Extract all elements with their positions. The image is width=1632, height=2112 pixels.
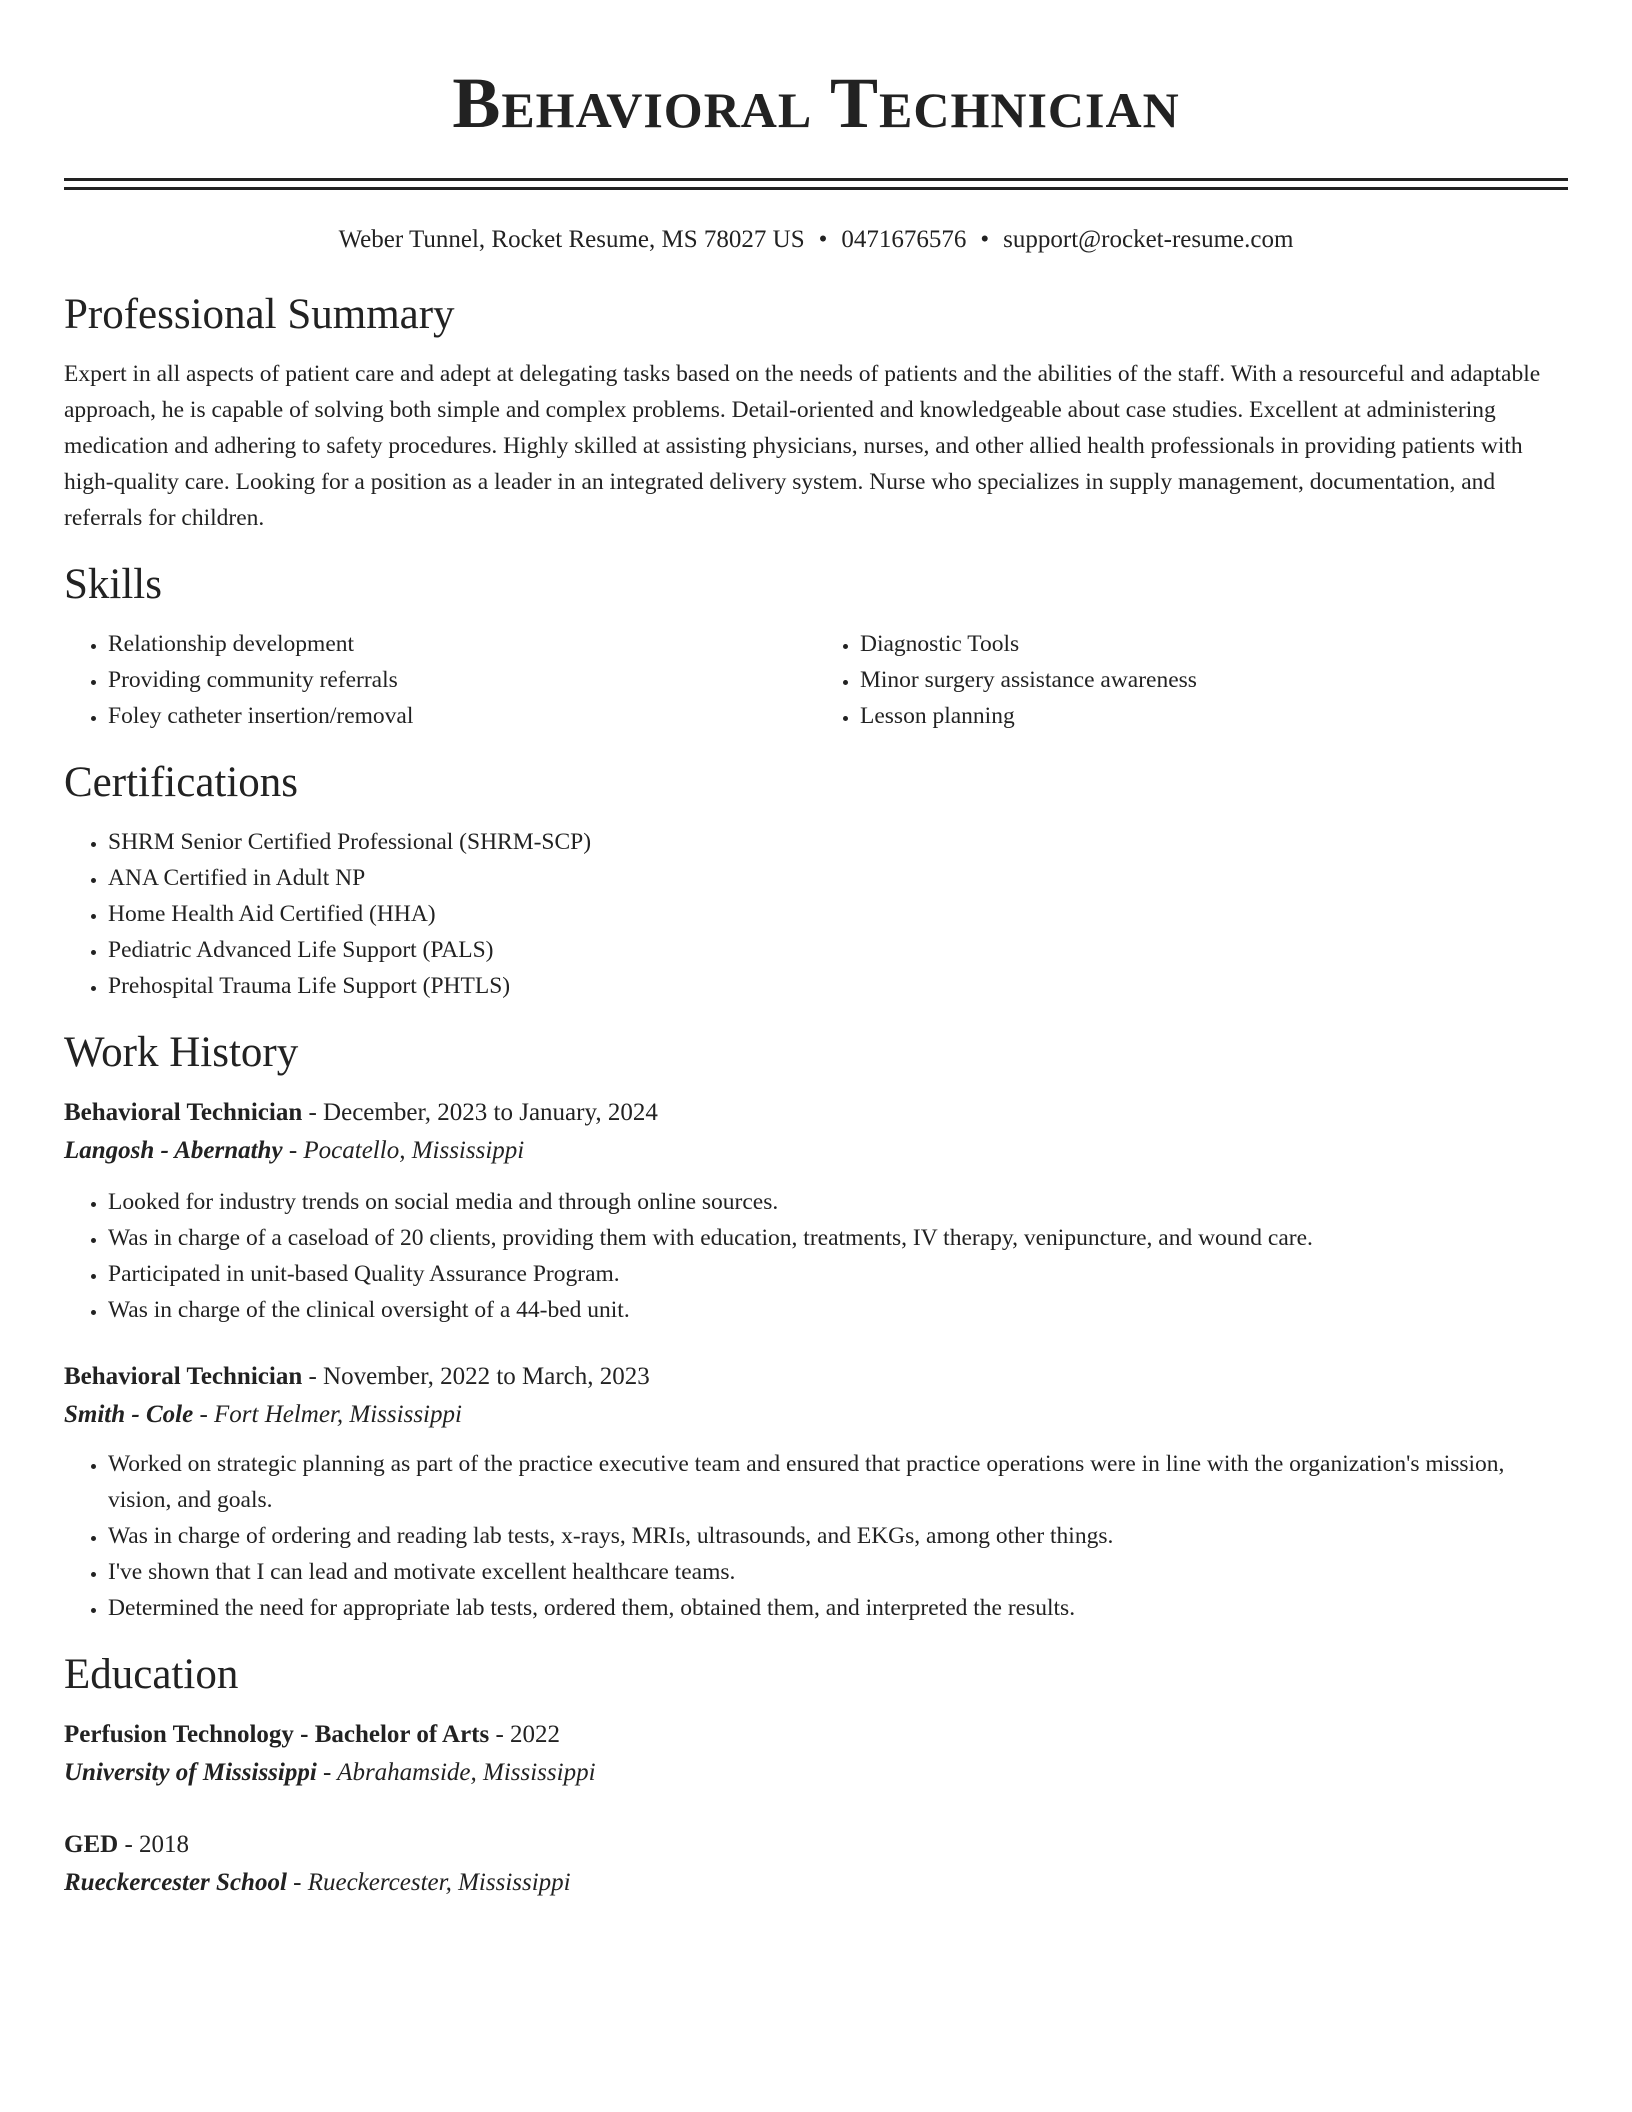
education-header: [64, 1826, 1568, 1864]
title-divider-top: [64, 178, 1568, 181]
job-company: Langosh - Abernathy: [64, 1137, 283, 1164]
job-entry: [64, 1094, 1568, 1328]
job-header: [64, 1094, 1568, 1132]
skills-list: [64, 626, 1568, 734]
summary-heading: Professional Summary: [64, 291, 455, 338]
job-bullets: [64, 1184, 1568, 1328]
title-divider-bottom: [64, 187, 1568, 190]
skill-item: • Lesson planning: [860, 698, 1568, 734]
skills-column-right: [816, 626, 1568, 734]
skill-item: • Foley catheter insertion/removal: [108, 698, 816, 734]
education-school: University of Mississippi: [64, 1759, 317, 1786]
job-bullet: • Was in charge of the clinical oversight of a 44-bed unit.: [108, 1292, 1568, 1328]
certification-item: • Pediatric Advanced Life Support (PALS): [108, 932, 1568, 968]
job-bullet: • Was in charge of a caseload of 20 clients, providing them with education, treatments, IV therapy, venipuncture, and wound care.: [108, 1220, 1568, 1256]
job-bullet: • Worked on strategic planning as part of the practice executive team and ensured that practice operations were in line with the organization's mission, vision, and goals.: [108, 1446, 1568, 1518]
certifications-list: [64, 824, 1568, 1004]
contact-line: [64, 224, 1568, 256]
skill-item: • Relationship development: [108, 626, 816, 662]
job-bullet: • Determined the need for appropriate lab tests, ordered them, obtained them, and interpreted the results.: [108, 1590, 1568, 1626]
education-entry: [64, 1716, 1568, 1792]
certification-item: • ANA Certified in Adult NP: [108, 860, 1568, 896]
contact-separator: •: [980, 226, 990, 253]
education-location: - Rueckercester, Mississippi: [286, 1869, 571, 1896]
contact-phone: 0471676576: [841, 226, 967, 253]
job-location: - Pocatello, Mississippi: [282, 1137, 525, 1164]
skills-column-left: [64, 626, 816, 734]
skills-heading: Skills: [64, 561, 162, 608]
job-bullet: • Participated in unit-based Quality Assurance Program.: [108, 1256, 1568, 1292]
job-bullets: [64, 1446, 1568, 1626]
work-history-heading: Work History: [64, 1029, 299, 1076]
job-employer: [64, 1132, 1568, 1170]
education-institution: [64, 1864, 1568, 1902]
contact-address: Weber Tunnel, Rocket Resume, MS 78027 US: [338, 226, 805, 253]
education-year: - 2022: [489, 1721, 561, 1748]
certifications-heading: Certifications: [64, 759, 299, 806]
contact-email: support@rocket-resume.com: [1003, 226, 1294, 253]
education-entry: [64, 1826, 1568, 1902]
education-location: - Abrahamside, Mississippi: [316, 1759, 596, 1786]
contact-separator: •: [818, 226, 828, 253]
job-dates: - December, 2023 to January, 2024: [302, 1099, 658, 1126]
summary-text: Expert in all aspects of patient care and adept at delegating tasks based on the needs of patients and the abilities of the staff. With a resourceful and adaptable approach, he is capable of solving both simple and complex problems. Detail-oriented and knowledgeable about case studies. Excellent at administering medication and adhering to safety procedures. Highly skilled at assisting physicians, nurses, and other allied health professionals in providing patients with high-quality care. Looking for a position as a leader in an integrated delivery system. Nurse who specializes in supply management, documentation, and referrals for children.: [64, 361, 1541, 531]
job-bullet: • Was in charge of ordering and reading lab tests, x-rays, MRIs, ultrasounds, and EKGs, among other things.: [108, 1518, 1568, 1554]
page-title: Behavioral Technician: [452, 63, 1180, 143]
job-bullet: • Looked for industry trends on social media and through online sources.: [108, 1184, 1568, 1220]
education-header: [64, 1716, 1568, 1754]
certification-item: • SHRM Senior Certified Professional (SHRM-SCP): [108, 824, 1568, 860]
certification-item: • Prehospital Trauma Life Support (PHTLS): [108, 968, 1568, 1004]
certification-item: • Home Health Aid Certified (HHA): [108, 896, 1568, 932]
job-bullet: • I've shown that I can lead and motivate excellent healthcare teams.: [108, 1554, 1568, 1590]
job-title: Behavioral Technician: [64, 1099, 303, 1126]
education-school: Rueckercester School: [64, 1869, 287, 1896]
job-title: Behavioral Technician: [64, 1363, 303, 1390]
skill-item: • Minor surgery assistance awareness: [860, 662, 1568, 698]
skill-item: • Providing community referrals: [108, 662, 816, 698]
job-entry: [64, 1358, 1568, 1626]
education-institution: [64, 1754, 1568, 1792]
skill-item: • Diagnostic Tools: [860, 626, 1568, 662]
job-dates: - November, 2022 to March, 2023: [302, 1363, 650, 1390]
job-company: Smith - Cole: [64, 1401, 194, 1428]
education-degree: GED: [64, 1831, 119, 1858]
education-degree: Perfusion Technology - Bachelor of Arts: [64, 1721, 490, 1748]
job-header: [64, 1358, 1568, 1396]
education-year: - 2018: [118, 1831, 190, 1858]
job-location: - Fort Helmer, Mississippi: [193, 1401, 462, 1428]
job-employer: [64, 1396, 1568, 1434]
education-heading: Education: [64, 1651, 239, 1698]
